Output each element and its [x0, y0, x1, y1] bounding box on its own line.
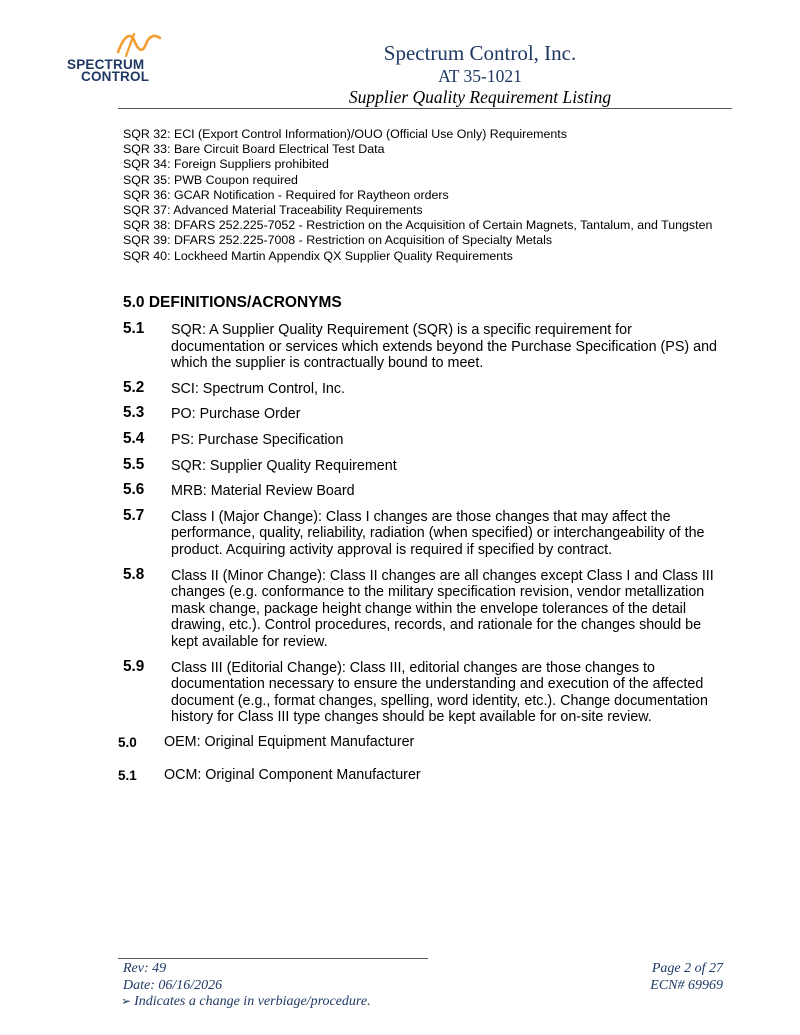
definition-item — [123, 565, 728, 651]
logo-text-control: CONTROL — [81, 69, 150, 84]
definition-text: PO: Purchase Order — [171, 406, 301, 423]
header-divider — [118, 108, 732, 109]
sqr-item: SQR 40: Lockheed Martin Appendix QX Supplier Quality Requirements — [123, 248, 513, 263]
definition-number: 5.5 — [123, 455, 145, 473]
definition-number: 5.8 — [123, 565, 145, 583]
definition-number: 5.7 — [123, 506, 145, 524]
footer-change-note — [121, 993, 371, 1010]
definition-item — [123, 406, 728, 423]
sqr-list — [123, 127, 723, 264]
definition-number: 5.2 — [123, 378, 145, 396]
header-title: Supplier Quality Requirement Listing — [348, 87, 612, 107]
definition-number: 5.1 — [123, 320, 145, 337]
sqr-item: SQR 38: DFARS 252.225-7052 - Restriction on the Acquisition of Certain Magnets, Tantalum, and Tungsten — [123, 218, 713, 233]
footer-ecn: ECN# 69969 — [650, 978, 723, 993]
definition-text: SCI: Spectrum Control, Inc. — [171, 380, 346, 397]
definitions-list — [123, 322, 728, 735]
header-company: Spectrum Control, Inc. — [383, 41, 577, 65]
definition-text: Class III (Editorial Change): Class III, editorial changes are those changes to documentation necessary to ensure the understanding and execution of the affected document (e.g., format changes, spelling, word identity, etc.). Change documentation history for Class III type changes should be kept available for on-site review. — [171, 659, 708, 726]
definition-item — [123, 429, 728, 449]
definition-number: 5.4 — [123, 429, 145, 447]
sqr-item: SQR 32: ECI (Export Control Information)/OUO (Official Use Only) Requirements — [123, 127, 567, 141]
header-doc-number: AT 35-1021 — [438, 66, 522, 86]
sqr-item: SQR 36: GCAR Notification - Required for Raytheon orders — [123, 187, 449, 202]
definition-text: SQR: A Supplier Quality Requirement (SQR) is a specific requirement for documentation or services which extends beyond the Purchase Specification (PS) and which the supplier is contractually bound to meet. — [171, 322, 717, 372]
definition-number: 5.3 — [123, 404, 145, 422]
extra-definition-item — [118, 767, 421, 783]
footer-revision: Rev: 49 — [123, 961, 167, 976]
footer-divider — [118, 958, 428, 959]
definition-item — [123, 483, 728, 500]
extra-definition-text: OEM: Original Equipment Manufacturer — [164, 734, 415, 750]
sqr-item: SQR 37: Advanced Material Traceability Requirements — [123, 203, 423, 218]
arrow-bullet-icon: ➢ — [121, 994, 132, 1008]
definition-number: 5.9 — [123, 657, 145, 675]
logo-text-spectrum: SPECTRUM — [67, 57, 145, 72]
definition-item — [123, 657, 728, 726]
definition-text: Class II (Minor Change): Class II changes are all changes except Class I and Class III changes (e.g. conformance to the military specification revision, vendor metallization mask change, package height change within the envelope tolerances of the detail drawing, etc.). Control procedures, records, and rationale for the changes should be kept available for review. — [171, 567, 714, 650]
extra-definition-number: 5.1 — [118, 768, 137, 783]
definition-item — [123, 455, 728, 475]
definition-item — [123, 378, 728, 398]
extra-definition-number: 5.0 — [118, 735, 137, 750]
definition-text: MRB: Material Review Board — [171, 483, 355, 500]
sqr-item: SQR 35: PWB Coupon required — [123, 172, 298, 187]
definition-text: Class I (Major Change): Class I changes are those changes that may affect the performance, quality, reliability, radiation (when specified) or interchangeability of the product. Acquiring activity approval is required if specified by contract. — [171, 508, 705, 558]
definition-number: 5.6 — [123, 481, 145, 499]
definition-item — [123, 322, 728, 372]
definition-text: SQR: Supplier Quality Requirement — [171, 457, 397, 474]
section-heading: 5.0 DEFINITIONS/ACRONYMS — [123, 294, 342, 311]
sqr-item: SQR 33: Bare Circuit Board Electrical Test Data — [123, 142, 385, 157]
definition-item — [123, 506, 728, 559]
extra-definition-item — [118, 734, 414, 750]
company-logo — [66, 30, 166, 85]
footer-page-number: Page 2 of 27 — [651, 961, 723, 976]
logo-wave-icon — [116, 30, 164, 60]
sqr-item: SQR 39: DFARS 252.225-7008 - Restriction on Acquisition of Specialty Metals — [123, 233, 553, 248]
footer-note-text: Indicates a change in verbiage/procedure. — [134, 994, 371, 1009]
extra-definition-text: OCM: Original Component Manufacturer — [164, 767, 421, 783]
definition-text: PS: Purchase Specification — [171, 431, 344, 448]
sqr-item: SQR 34: Foreign Suppliers prohibited — [123, 157, 329, 172]
footer-date: Date: 06/16/2026 — [123, 978, 223, 993]
